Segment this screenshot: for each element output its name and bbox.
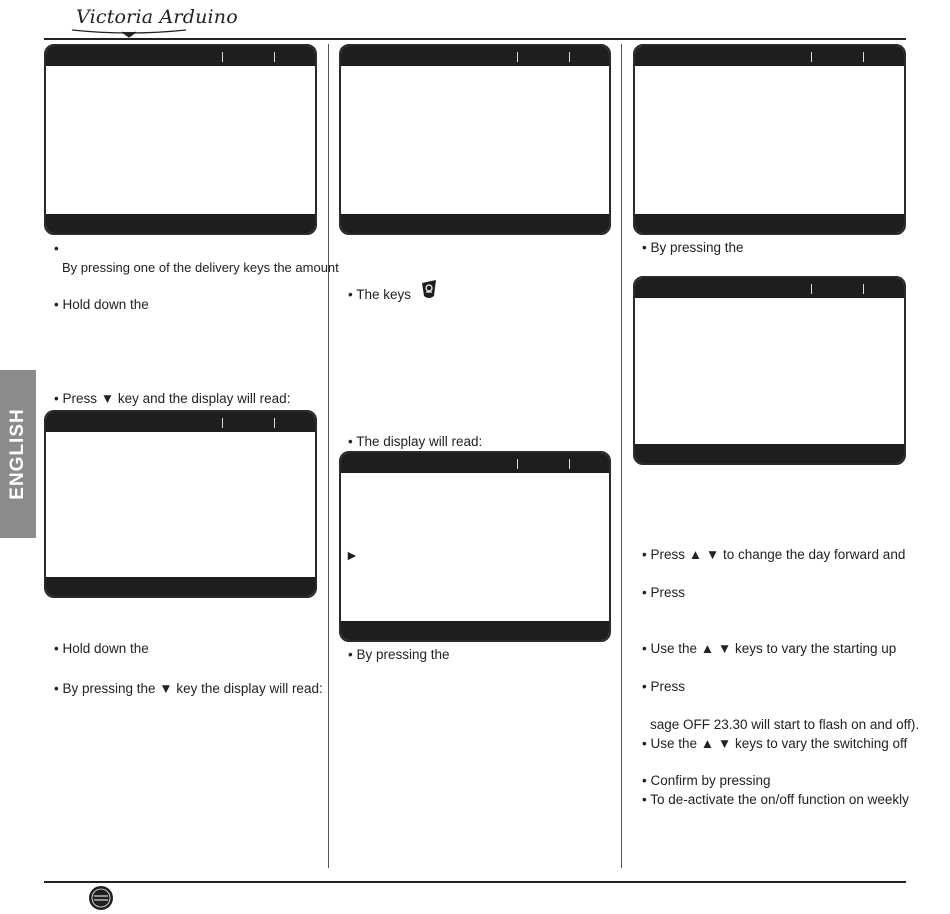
col3-text-1: • By pressing the	[642, 240, 744, 255]
col3-text-3: • Press	[642, 585, 685, 600]
panel-top-bar	[341, 46, 609, 66]
column-divider-2	[621, 44, 622, 868]
language-label: ENGLISH	[7, 408, 28, 500]
panel-top-bar	[46, 412, 315, 432]
panel-bottom-bar	[635, 444, 904, 463]
panel-top-bar	[635, 46, 904, 66]
column-divider-1	[328, 44, 329, 868]
selection-arrow-icon: ►	[345, 547, 359, 563]
col3-text-2: • Press ▲ ▼ to change the day forward and	[642, 547, 906, 562]
col2-text-2: • The display will read:	[348, 434, 483, 449]
language-side-tab	[0, 370, 36, 538]
delivery-key-icon	[419, 279, 439, 301]
col1-bullet: •	[54, 241, 59, 256]
col1-text-2: • Hold down the	[54, 297, 149, 312]
display-panel-2	[44, 410, 317, 598]
logo-swoosh-icon	[70, 26, 188, 38]
col1-text-1: By pressing one of the delivery keys the amount	[62, 260, 339, 275]
col3-text-6: sage OFF 23.30 will start to flash on and off).	[650, 717, 920, 732]
col2-text-1-label: • The keys	[348, 287, 412, 302]
panel-top-bar	[635, 278, 904, 298]
panel-bottom-bar	[635, 214, 904, 233]
col1-text-5: • By pressing the ▼ key the display will read:	[54, 681, 323, 696]
display-panel-3	[339, 44, 611, 235]
display-panel-6	[633, 276, 906, 465]
panel-top-bar	[46, 46, 315, 66]
header-rule	[44, 38, 906, 40]
panel-bottom-bar	[341, 621, 609, 640]
col1-text-3: • Press ▼ key and the display will read:	[54, 391, 291, 406]
panel-top-bar	[341, 453, 609, 473]
col3-text-9: • To de-activate the on/off function on weekly	[642, 792, 909, 807]
col1-text-4: • Hold down the	[54, 641, 149, 656]
panel-bottom-bar	[46, 214, 315, 233]
col3-text-8: • Confirm by pressing	[642, 773, 771, 788]
col3-text-5: • Press	[642, 679, 685, 694]
panel-bottom-bar	[341, 214, 609, 233]
panel-bottom-bar	[46, 577, 315, 596]
display-panel-4	[339, 451, 611, 642]
col2-text-3: • By pressing the	[348, 647, 450, 662]
col2-text-1	[348, 287, 439, 303]
brand-logo: Victoria Arduino	[76, 6, 238, 28]
display-panel-5	[633, 44, 906, 235]
footer-rule	[44, 881, 906, 883]
footer-seal-icon	[86, 884, 116, 912]
col3-text-7: • Use the ▲ ▼ keys to vary the switching off	[642, 736, 908, 751]
display-panel-1	[44, 44, 317, 235]
col3-text-4: • Use the ▲ ▼ keys to vary the starting up	[642, 641, 897, 656]
